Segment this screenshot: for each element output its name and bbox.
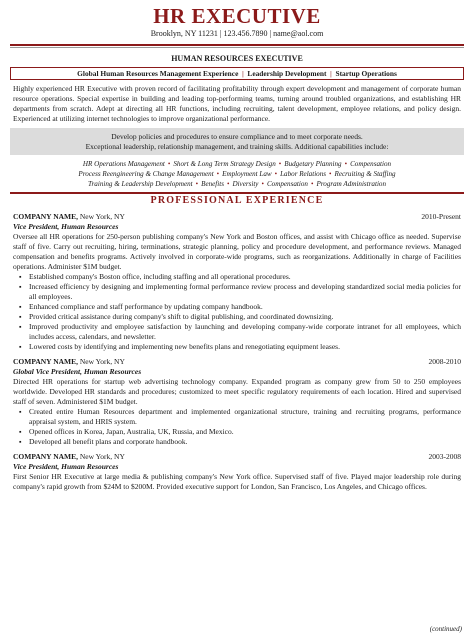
competency-item: HR Operations Management [82,160,165,168]
competency-row [13,169,461,179]
experience-list [0,212,474,492]
competency-row [13,179,461,189]
achievement-item: ▪ Increased efficiency by designing and implementing formal performance review process and developing standardized social media policies for all employees. [13,282,461,302]
bullet-separator: • [329,170,332,178]
company-name: COMPANY NAME, [13,212,78,221]
capabilities-box [10,128,464,155]
job-title: Global Vice President, Human Resources [13,367,142,376]
focus-area: Startup Operations [335,69,397,78]
competency-item: Compensation [350,160,392,168]
capabilities-line: Exceptional leadership, relationship management, and training skills. Additional capabilities include: [85,142,389,151]
bullet-separator: • [226,180,230,188]
job-entry [13,357,461,447]
job-title: Vice President, Human Resources [13,462,119,471]
capabilities-line: Develop policies and procedures to ensure compliance and to meet corporate needs. [111,132,363,141]
bullet-separator: • [261,180,264,188]
job-header [13,357,461,367]
competency-item: Employment Law [222,170,272,178]
header-divider-thin [10,47,464,48]
achievement-item: ▪ Enhanced compliance and staff performance by updating company handbook. [13,302,461,312]
bullet-separator: • [344,160,348,168]
job-entry [13,452,461,492]
competency-item: Training & Leadership Development [87,180,193,188]
competency-item: Program Administration [316,180,387,188]
bullet-separator: • [167,160,171,168]
focus-separator: | [328,69,336,78]
job-description: Directed HR operations for startup web advertising technology company. Expanded program as company grew from 50 to 250 employees worldwide. Developed HR standards and procedures; customized to meet specific regulatory requirements of each location. Hired and supervised staff of seven. Administered $1M budget. [13,377,461,406]
focus-areas-bar [10,67,464,80]
job-header [13,212,461,222]
focus-area: Leadership Development [247,69,327,78]
achievement-item: ▪ Provided critical assistance during company's shift to digital publishing, and coordinated downsizing. [13,312,461,322]
section-rule [10,192,464,194]
focus-separator: | [240,69,248,78]
competency-item: Benefits [201,180,224,188]
section-header [10,192,464,207]
company-location: New York, NY [79,452,125,461]
company-location: New York, NY [79,357,125,366]
focus-area: Global Human Resources Management Experience [77,69,239,78]
competency-row [13,159,461,169]
competency-item: Process Reengineering & Change Management [78,170,214,178]
achievement-item: ▪ Created entire Human Resources department and implemented organizational structure, training and recruiting programs, performance appraisal system, and HRIS system. [13,407,461,427]
achievement-item: ▪ Established company's Boston office, including staffing and all operational procedures. [13,272,461,282]
competency-item: Compensation [266,180,308,188]
competency-item: Diversity [232,180,259,188]
job-dates: 2010-Present [421,212,461,221]
resume-name: HR EXECUTIVE [153,4,321,28]
job-description: Oversee all HR operations for 250-person publishing company's New York and Boston offices, and assist with Chicago office as needed. Supervise staff of five. Carry out recruiting, hiring, terminations, strategic planning, policy and procedure development, and performance reviews. Managed compensation and benefits programs. Actively involved in corporate-wide programs, such as reorganizations. Additionally in charge of Facilities operations. Administer $1M budget. [13,232,461,271]
competency-item: Labor Relations [280,170,327,178]
job-employer [13,452,125,462]
header-divider [10,44,464,46]
job-header [13,452,461,462]
core-competencies [13,159,461,189]
bullet-separator: • [310,180,314,188]
competency-item: Short & Long Term Strategy Design [173,160,276,168]
company-location: New York, NY [79,212,125,221]
headline: HUMAN RESOURCES EXECUTIVE [171,54,303,63]
achievement-item: ▪ Developed all benefit plans and corporate handbook. [13,437,461,447]
achievement-item: ▪ Improved productivity and employee satisfaction by launching and developing company-wide corporate intranet for all employees, which includes access, calendars, and newsletter. [13,322,461,342]
achievement-list [13,407,461,447]
achievement-item: ▪ Opened offices in Korea, Japan, Australia, UK, Russia, and Mexico. [13,427,461,437]
job-dates: 2008-2010 [428,357,461,366]
competency-item: Budgetary Planning [284,160,342,168]
competency-item: Recruiting & Staffing [334,170,396,178]
section-title: PROFESSIONAL EXPERIENCE [150,195,324,206]
job-dates: 2003-2008 [428,452,461,461]
company-name: COMPANY NAME, [13,357,78,366]
bullet-separator: • [274,170,278,178]
job-employer [13,357,125,367]
bullet-separator: • [278,160,282,168]
bullet-separator: • [195,180,199,188]
achievement-item: ▪ Lowered costs by identifying and implementing new benefits plans and renegotiating equipment leases. [13,342,461,352]
contact-line: Brooklyn, NY 11231 | 123.456.7890 | name@aol.com [150,29,324,38]
job-entry [13,212,461,352]
job-description: First Senior HR Executive at large media & publishing company's New York office. Supervised staff of five. Played major leadership role during company's rapid growth from $24M to $200M. Provided executive support for London, San Francisco, Los Angeles, and Chicago offices. [13,472,461,491]
job-title: Vice President, Human Resources [13,222,119,231]
job-employer [13,212,125,222]
company-name: COMPANY NAME, [13,452,78,461]
bullet-separator: • [216,170,220,178]
professional-summary: Highly experienced HR Executive with proven record of facilitating profitability through expert development and management of corporate human resource operations. Special expertise in building and leading top-performing teams, turning around troubled organizations, and establishing HR departments from scratch. Adept at directing all HR functions, including recruiting, talent development, employee relations, and policy design. Experienced at utilizing internet technologies to improve organizational performance. [13,84,461,123]
achievement-list [13,272,461,352]
continued-note: (continued) [429,625,462,633]
